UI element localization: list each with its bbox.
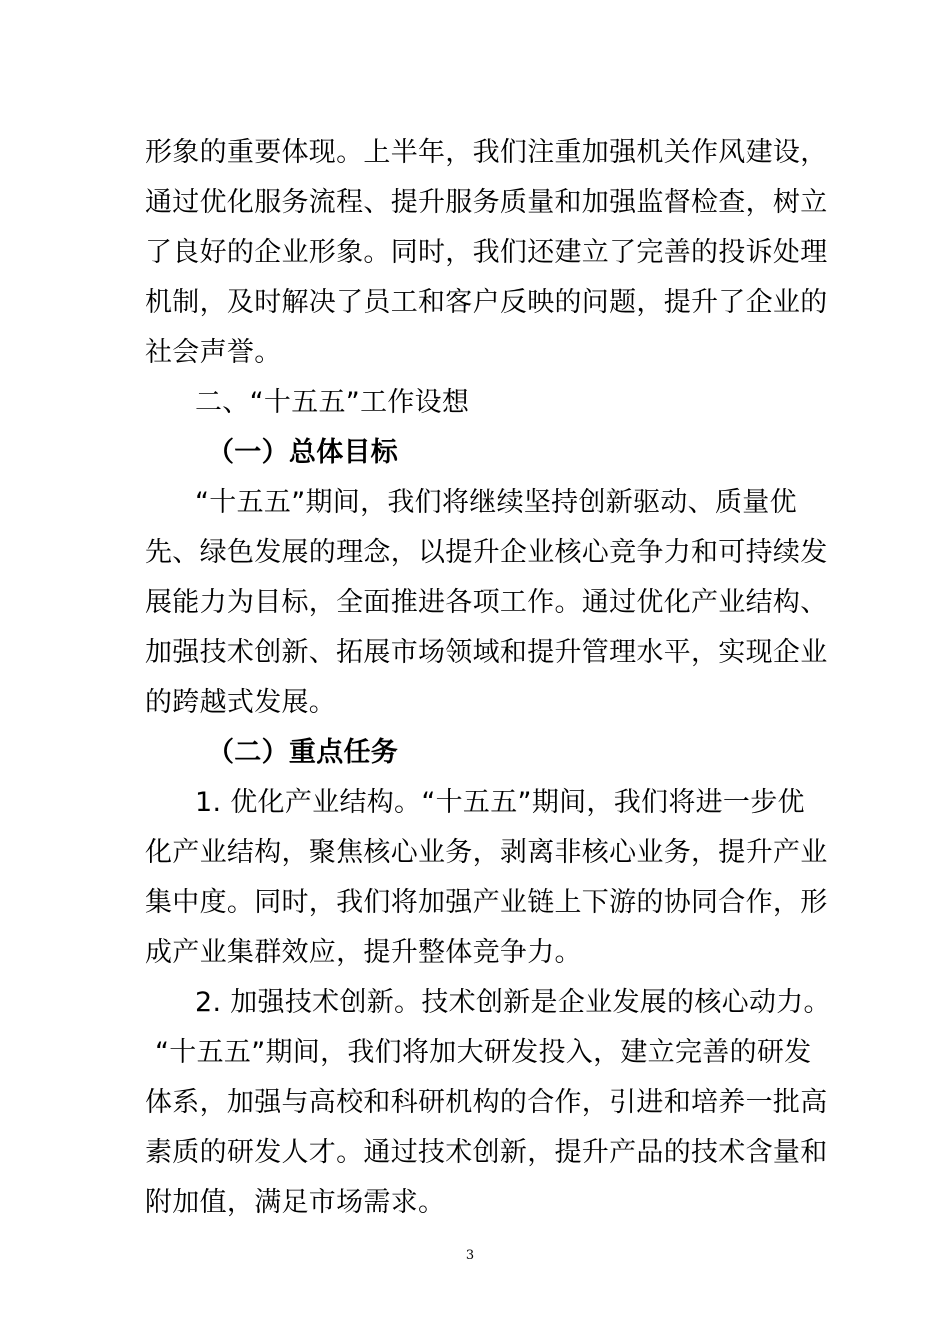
page-number: 3 [465,1248,475,1263]
paragraph-line: 1. 优化产业结构。“十五五”期间，我们将进一步优 [195,787,805,818]
paragraph-line: 成产业集群效应，提升整体竞争力。 [145,937,582,968]
paragraph-line: 了良好的企业形象。同时，我们还建立了完善的投诉处理 [145,237,828,268]
paragraph-line: 附加值，满足市场需求。 [145,1187,446,1218]
paragraph-line: 的跨越式发展。 [145,687,337,718]
paragraph-line: “十五五”期间，我们将继续坚持创新驱动、质量优 [195,487,797,518]
paragraph-line: 素质的研发人才。通过技术创新，提升产品的技术含量和 [145,1137,828,1168]
paragraph-line: 先、绿色发展的理念，以提升企业核心竞争力和可持续发 [145,537,828,568]
paragraph-line: 形象的重要体现。上半年，我们注重加强机关作风建设， [145,137,828,168]
paragraph-line: 通过优化服务流程、提升服务质量和加强监督检查，树立 [145,187,828,218]
paragraph-line: 化产业结构，聚焦核心业务，剥离非核心业务，提升产业 [145,837,828,868]
paragraph-line: 展能力为目标，全面推进各项工作。通过优化产业结构、 [145,587,828,618]
paragraph-line: 集中度。同时，我们将加强产业链上下游的协同合作，形 [145,887,828,918]
paragraph-line: 2. 加强技术创新。技术创新是企业发展的核心动力。 [195,987,831,1018]
paragraph-line: 体系，加强与高校和科研机构的合作，引进和培养一批高 [145,1087,828,1118]
section-heading: 二、“十五五”工作设想 [195,387,470,418]
paragraph-line: 加强技术创新、拓展市场领域和提升管理水平，实现企业 [145,637,828,668]
paragraph-line: 社会声誉。 [145,337,282,368]
paragraph-line: 机制，及时解决了员工和客户反映的问题，提升了企业的 [145,287,828,318]
subsection-heading: （二）重点任务 [207,737,399,768]
paragraph-line: “十五五”期间，我们将加大研发投入，建立完善的研发 [155,1037,812,1068]
subsection-heading: （一）总体目标 [207,437,399,468]
